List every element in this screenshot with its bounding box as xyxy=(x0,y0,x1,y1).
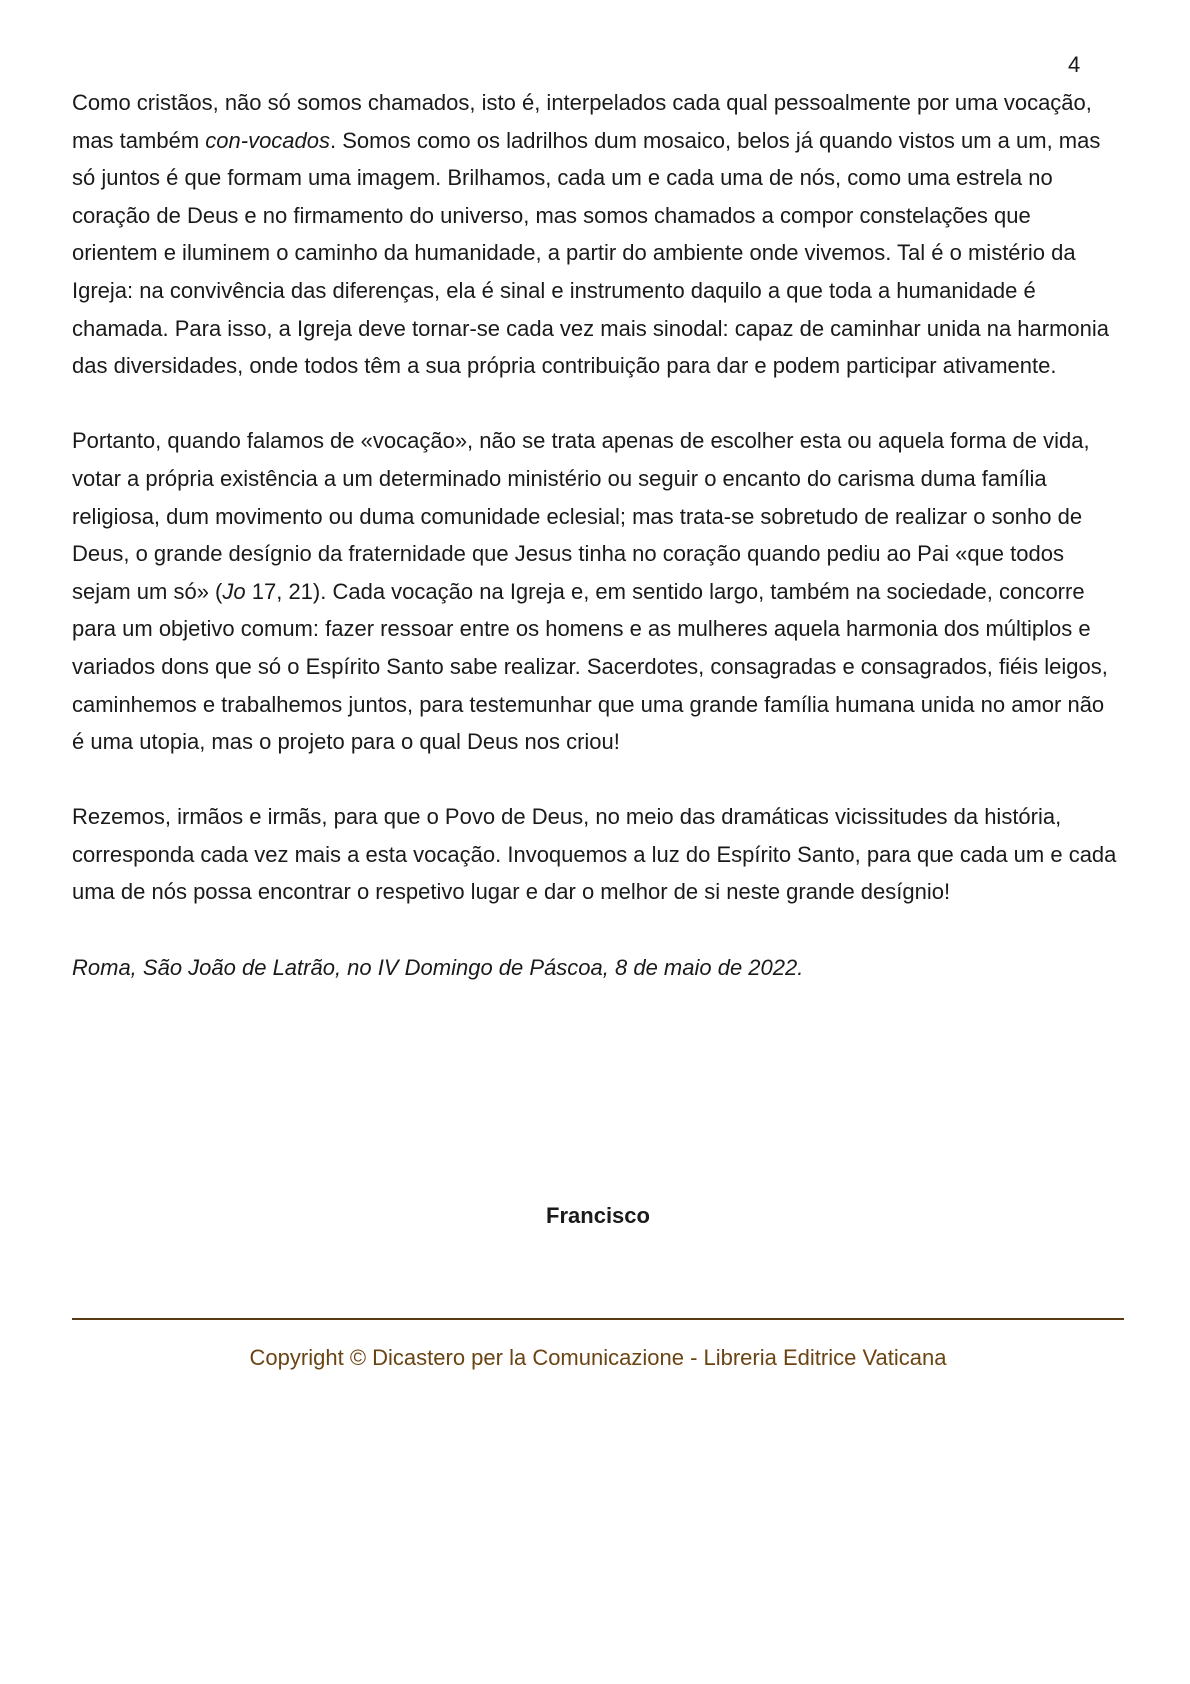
document-body xyxy=(72,84,1122,1024)
paragraph-2-text-c: 17, 21). Cada vocação na Igreja e, em sentido largo, também na sociedade, concorre para um objetivo comum: fazer ressoar entre os homens e as mulheres aquela harmonia dos múltiplos e variados dons que só o Espírito Santo sabe realizar. Sacerdotes, consagradas e consagrados, fiéis leigos, caminhemos e trabalhemos juntos, para testemunhar que uma grande família humana unida no amor não é uma utopia, mas o projeto para o qual Deus nos criou! xyxy=(72,578,1108,755)
page-number: 4 xyxy=(1068,52,1081,77)
paragraph-1-emphasis: con-vocados xyxy=(205,127,331,153)
paragraph-1-text-a: Como cristãos, não só somos chamados, isto é, interpelados cada qual pessoalmente por uma vocação, mas também xyxy=(72,90,1092,153)
paragraph-2-citation-book: Jo xyxy=(222,578,246,604)
copyright-notice: Copyright © Dicastero per la Comunicazione - Libreria Editrice Vaticana xyxy=(249,1345,947,1370)
paragraph-2-text-a: Portanto, quando falamos de «vocação», não se trata apenas de escolher esta ou aquela forma de vida, votar a própria existência a um determinado ministério ou seguir o encanto do carisma duma família religiosa, dum movimento ou duma comunidade eclesial; mas trata-se sobretudo de realizar o sonho de Deus, o grande desígnio da fraternidade que Jesus tinha no coração quando pediu ao Pai «que todos sejam um só» ( xyxy=(72,428,1090,604)
paragraph-2 xyxy=(72,422,1122,760)
paragraph-1 xyxy=(72,84,1122,385)
paragraph-1-text-c: . Somos como os ladrilhos dum mosaico, belos já quando vistos um a um, mas só juntos é que formam uma imagem. Brilhamos, cada um e cada uma de nós, como uma estrela no coração de Deus e no firmamento do universo, mas somos chamados a compor constelações que orientem e iluminem o caminho da humanidade, a partir do ambiente onde vivemos. Tal é o mistério da Igreja: na convivência das diferenças, ela é sinal e instrumento daquilo a que toda a humanidade é chamada. Para isso, a Igreja deve tornar-se cada vez mais sinodal: capaz de caminhar unida na harmonia das diversidades, onde todos têm a sua própria contribuição para dar e podem participar ativamente. xyxy=(72,127,1110,379)
signature: Francisco xyxy=(546,1203,650,1228)
dateline: Roma, São João de Latrão, no IV Domingo de Páscoa, 8 de maio de 2022. xyxy=(72,954,804,980)
footer-divider xyxy=(72,1318,1124,1320)
paragraph-3: Rezemos, irmãos e irmãs, para que o Povo de Deus, no meio das dramáticas vicissitudes da história, corresponda cada vez mais a esta vocação. Invoquemos a luz do Espírito Santo, para que cada um e cada uma de nós possa encontrar o respetivo lugar e dar o melhor de si neste grande desígnio! xyxy=(72,804,1117,905)
